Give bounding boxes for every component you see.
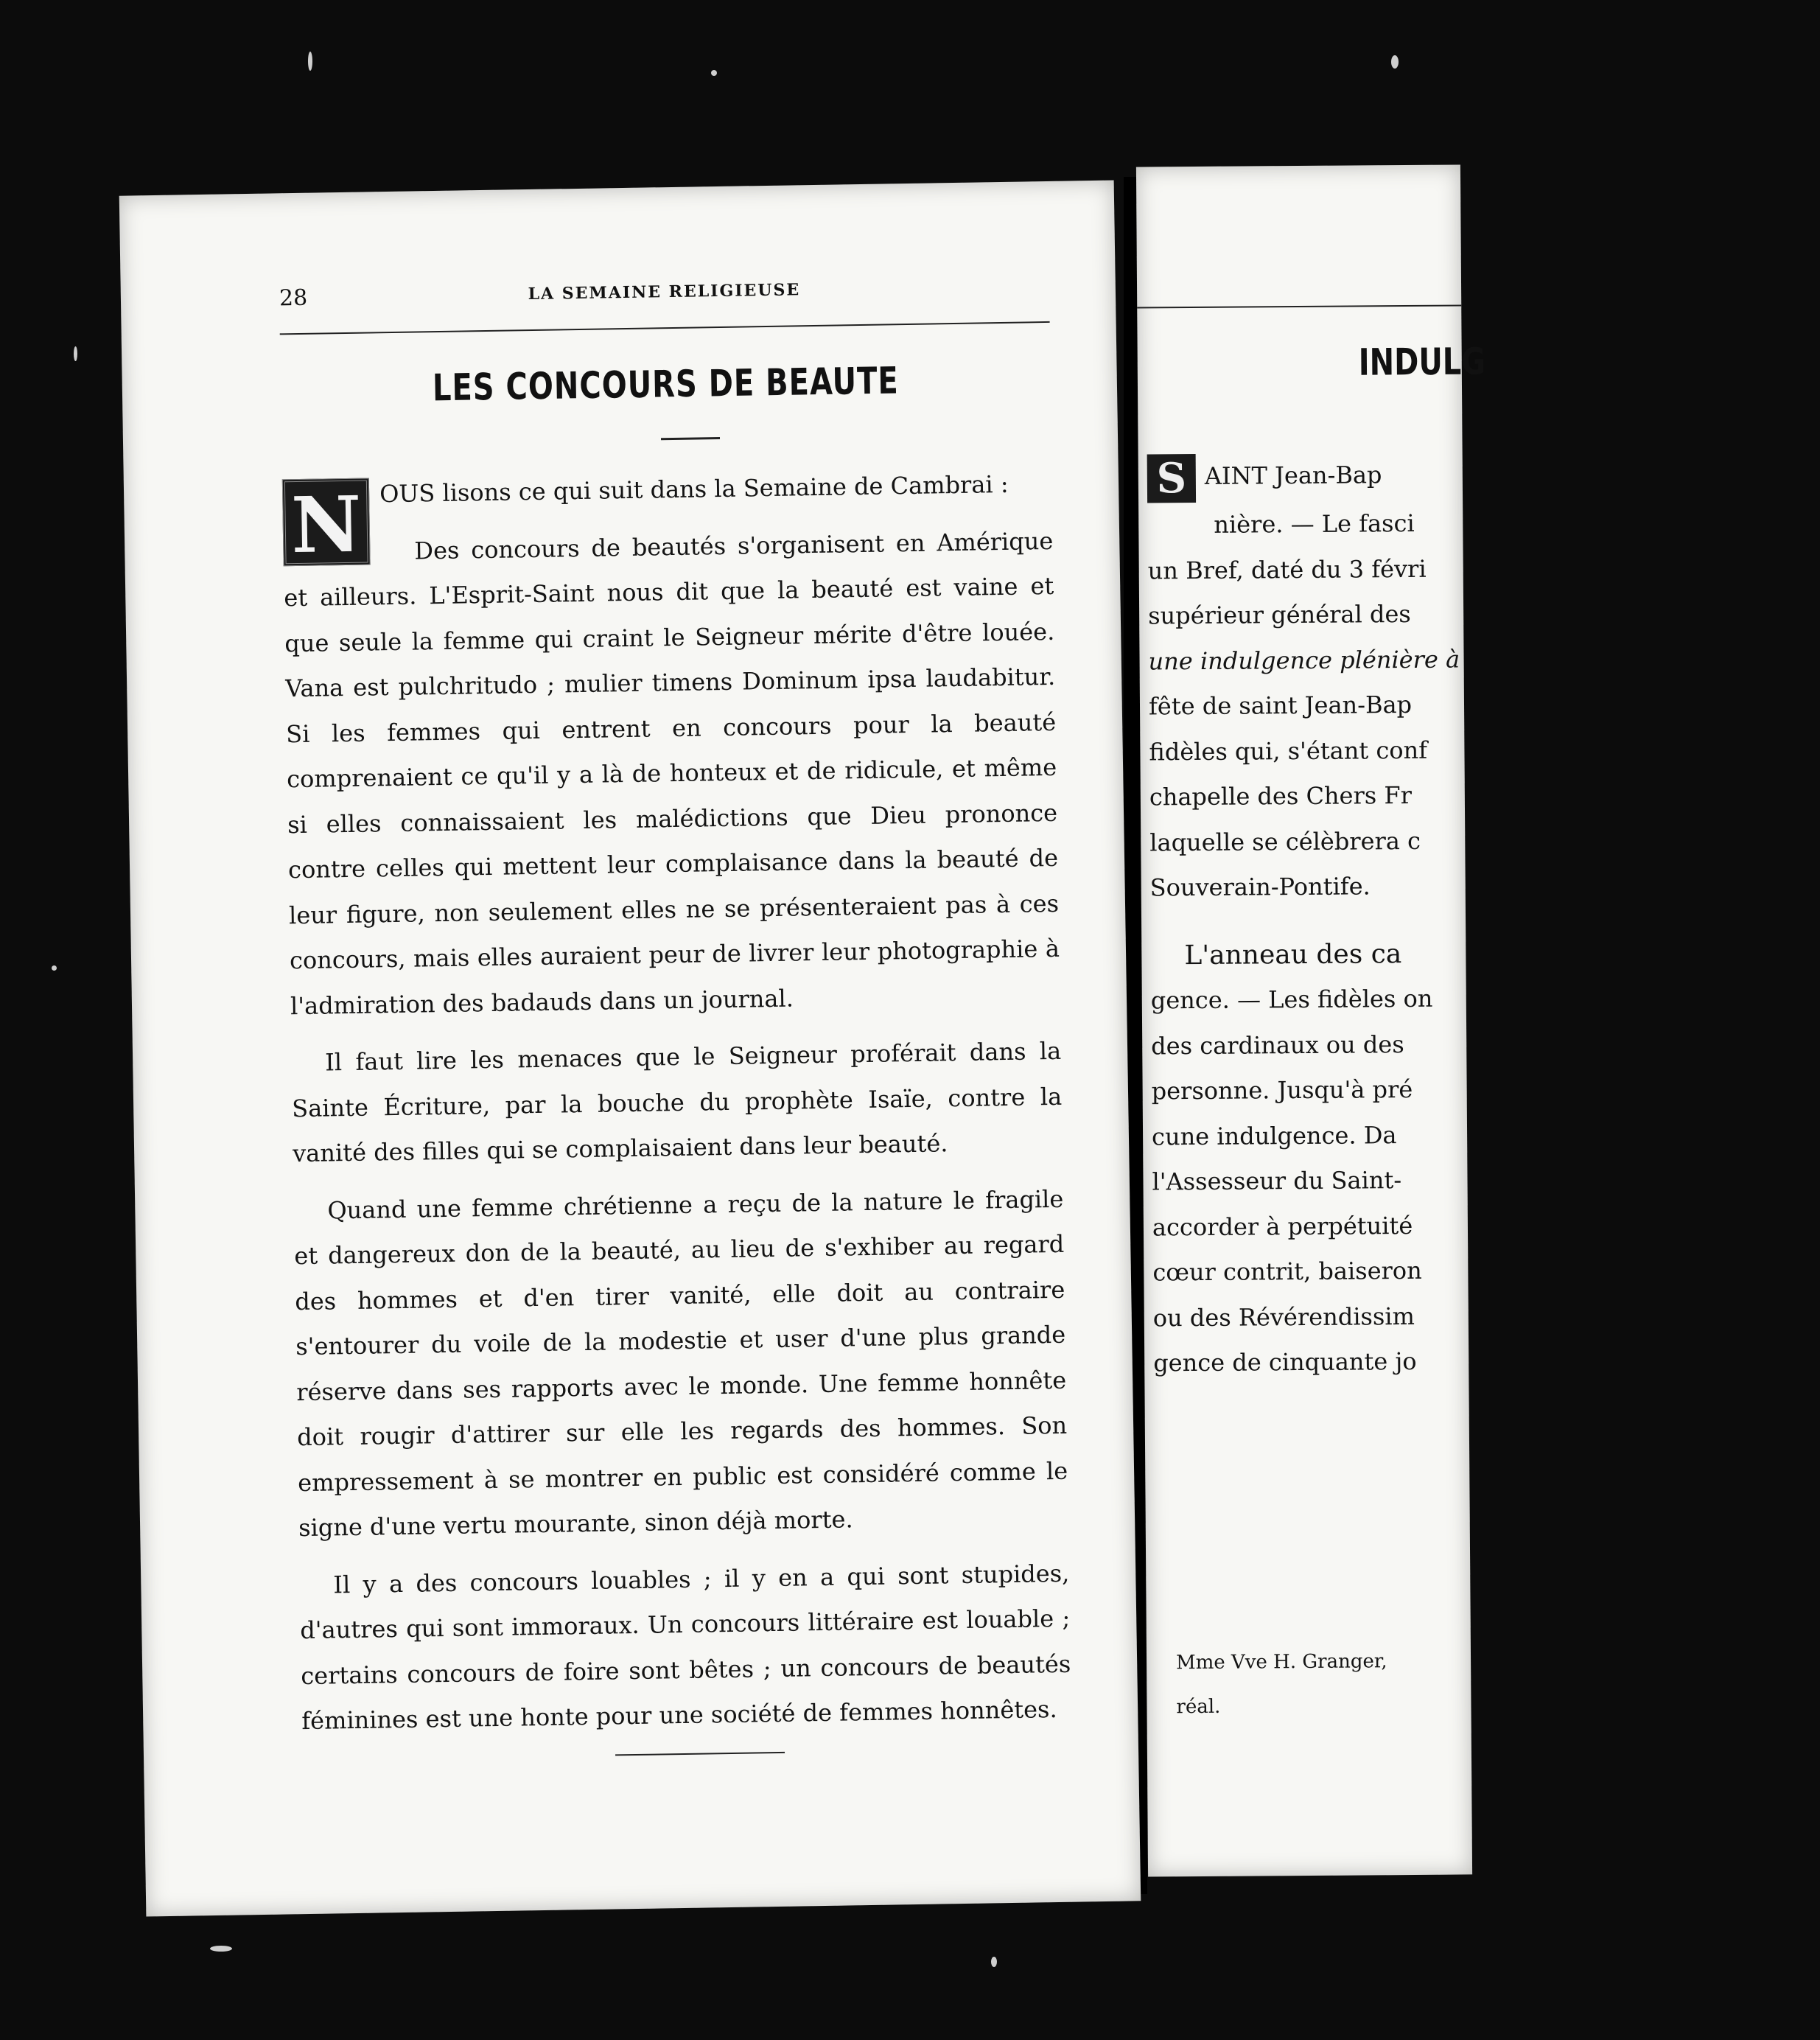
header-rule — [280, 321, 1050, 335]
right-line-6: fête de saint Jean-Bap — [1148, 690, 1413, 721]
right-line-7: fidèles qui, s'étant conf — [1149, 736, 1428, 766]
paragraph-1 — [282, 461, 1053, 571]
running-title: LA SEMAINE RELIGIEUSE — [528, 280, 801, 304]
right-line-5: une indulgence plénière à — [1148, 645, 1460, 675]
right-line-19: ou des Révérendissim — [1152, 1302, 1415, 1332]
dust-speck — [210, 1946, 232, 1952]
dust-speck — [1391, 55, 1399, 69]
title-ornament-rule — [661, 437, 720, 440]
left-page — [119, 181, 1141, 1917]
right-line-14: personne. Jusqu'à pré — [1151, 1075, 1413, 1105]
paragraph-5: Il y a des concours louables ; il y en a qui sont stupides, d'autres qui sont immoraux. Un concours littéraire est louable ; certains concours de foire sont bêtes ; un concours de beautés féminines est une honte pour une société de femmes honnêtes. — [300, 1559, 1071, 1736]
article-body — [282, 461, 1072, 1756]
article-title: LES CONCOURS DE BEAUTE — [432, 360, 900, 410]
right-line-9: laquelle se célèbrera c — [1149, 826, 1421, 856]
dust-speck — [308, 52, 312, 71]
right-article-title: INDULG — [1358, 340, 1486, 385]
right-line-3: un Bref, daté du 3 févri — [1147, 554, 1427, 584]
right-line-2: nière. — Le fasci — [1214, 509, 1415, 539]
right-dropcap-letter: S — [1147, 454, 1196, 503]
page-number: 28 — [279, 284, 308, 312]
right-line-18: cœur contrit, baiseron — [1152, 1256, 1422, 1287]
right-article-body — [1147, 450, 1817, 1386]
dust-speck — [711, 70, 717, 76]
paragraph-2: Des concours de beautés s'organisent en Amérique et ailleurs. L'Esprit-Saint nous dit que la beauté est vaine et que seule la femme qui craint le Seigneur mérite d'être louée. Vana est pulchritudo ; mulier timens Dominum ipsa laudabitur. Si les femmes qui entrent en concours pour la beauté comprenaient ce qu'il y a là de honteux et de ridicule, et même si elles connaissaient les malédictions que Dieu prononce contre celles qui mettent leur complaisance dans la beauté de leur figure, non seulement elles ne se présenteraient pas à ces concours, mais elles auraient peur de livrer leur photographie à l'admiration des badauds dans un journal. — [284, 526, 1060, 1020]
dropcap-letter: N — [282, 478, 371, 566]
right-line-1 — [1147, 450, 1810, 503]
right-header-rule — [1137, 304, 1461, 308]
right-line-15: cune indulgence. Da — [1151, 1120, 1397, 1150]
dust-speck — [991, 1957, 997, 1967]
right-line-1-text: AINT Jean-Bap — [1204, 461, 1382, 490]
article-end-rule — [615, 1752, 785, 1756]
right-line-17: accorder à perpétuité — [1152, 1211, 1413, 1241]
right-line-11: L'anneau des ca — [1184, 938, 1402, 971]
right-line-16: l'Assesseur du Saint- — [1152, 1166, 1402, 1196]
paragraph-4: Quand une femme chrétienne a reçu de la nature le fragile et dangereux don de la beauté, au lieu de s'exhiber au regard des hommes et d'en tirer vanité, elle doit au contraire s'entourer du voile de la modestie et user d'une plus grande réserve dans ses rapports avec le monde. Une femme honnête doit rougir d'attirer sur elle les regards des hommes. Son empressement à se montrer en public est considéré comme le signe d'une vertu mourante, sinon déjà morte. — [294, 1184, 1068, 1543]
right-line-10: Souverain-Pontife. — [1149, 872, 1371, 902]
right-line-4: supérieur général des — [1148, 599, 1411, 630]
paragraph-3: Il faut lire les menaces que le Seigneur proférait dans la Sainte Écriture, par la bouche du prophète Isaïe, contre la vanité des filles qui se complaisaient dans leur beauté. — [291, 1036, 1063, 1168]
right-line-8: chapelle des Chers Fr — [1149, 780, 1413, 811]
right-line-12: gence. — Les fidèles on — [1150, 984, 1433, 1015]
right-line-20: gence de cinquante jo — [1153, 1346, 1417, 1377]
right-footer-line-2: réal. — [1176, 1695, 1221, 1719]
right-footer-line-1: Mme Vve H. Granger, — [1175, 1650, 1387, 1674]
dust-speck — [52, 965, 57, 971]
right-page — [1136, 164, 1486, 1876]
paragraph-1-text: OUS lisons ce qui suit dans la Semaine de Cambrai : — [379, 469, 1009, 509]
right-footer — [1176, 1639, 1387, 1729]
dust-speck — [74, 346, 77, 361]
running-head — [279, 273, 1049, 315]
right-line-13: des cardinaux ou des — [1151, 1030, 1404, 1060]
